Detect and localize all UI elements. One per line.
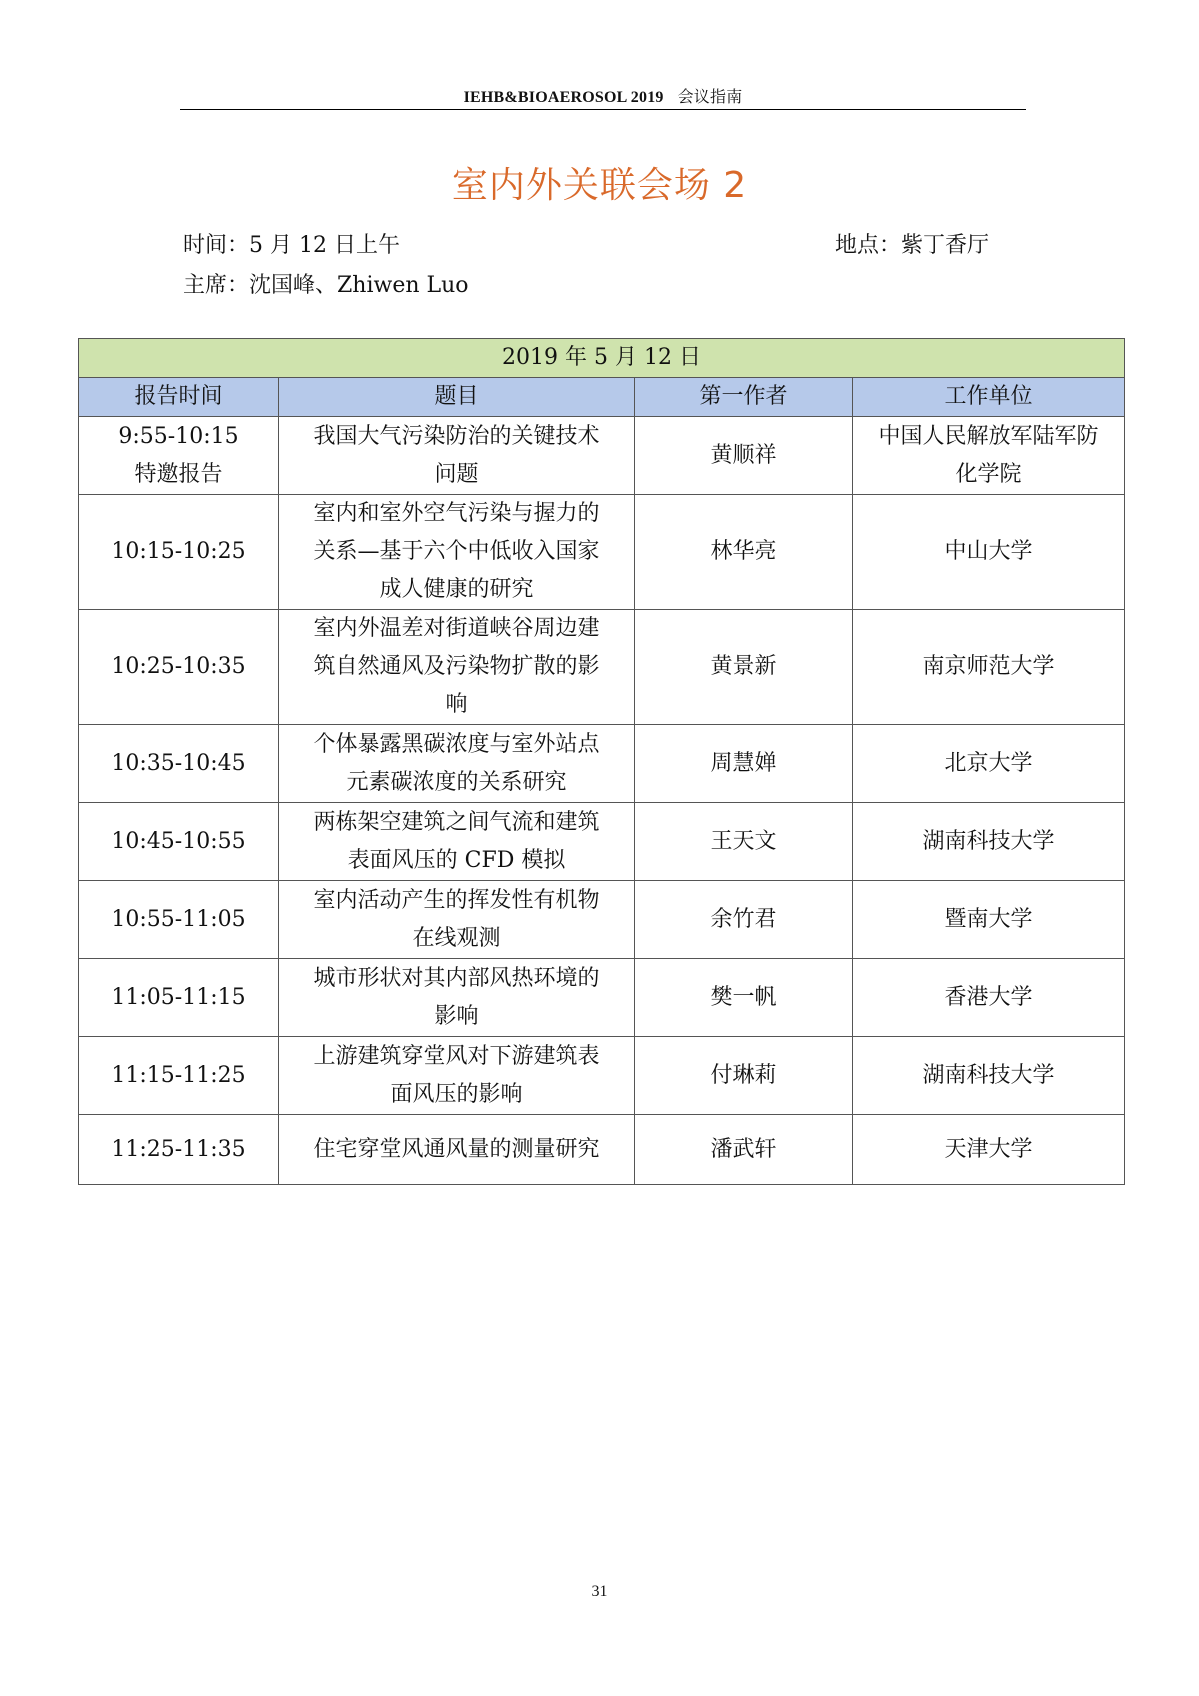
- author-cell: 黄景新: [635, 610, 853, 725]
- title-line: 室内活动产生的挥发性有机物: [313, 887, 600, 913]
- table-row: [79, 495, 1125, 610]
- title-line: 表面风压的 CFD 模拟: [347, 847, 566, 873]
- title-line: 个体暴露黑碳浓度与室外站点: [313, 731, 600, 757]
- title-cell: [279, 417, 635, 495]
- title-line: 我国大气污染防治的关键技术: [313, 423, 600, 449]
- org-cell: 南京师范大学: [853, 610, 1125, 725]
- time-cell: 11:15-11:25: [79, 1037, 279, 1115]
- header-rule: [180, 109, 1026, 110]
- title-line: 上游建筑穿堂风对下游建筑表: [313, 1043, 600, 1069]
- title-cell: [279, 803, 635, 881]
- title-cell: [279, 495, 635, 610]
- time-line: 特邀报告: [134, 461, 223, 487]
- org-cell: [853, 417, 1125, 495]
- title-line: 室内和室外空气污染与握力的: [313, 501, 600, 526]
- time-cell: 10:25-10:35: [79, 610, 279, 725]
- guide-label: 会议指南: [677, 89, 743, 106]
- date-cell: 2019 年 5 月 12 日: [79, 339, 1125, 378]
- session-title: 室内外关联会场 2: [451, 165, 748, 206]
- table-row: [79, 610, 1125, 725]
- title-cell: [279, 725, 635, 803]
- time-cell: [79, 417, 279, 495]
- title-cell: [279, 881, 635, 959]
- title-line: 问题: [434, 461, 479, 487]
- author-cell: 樊一帆: [635, 959, 853, 1037]
- title-line: 元素碳浓度的关系研究: [346, 769, 567, 795]
- column-header-org: 工作单位: [853, 378, 1125, 417]
- org-cell: 湖南科技大学: [853, 803, 1125, 881]
- conference-name: IEHB&BIOAEROSOL 2019: [463, 89, 664, 106]
- author-cell: 王天文: [635, 803, 853, 881]
- table-row: [79, 725, 1125, 803]
- title-cell: [279, 1037, 635, 1115]
- table-row: [79, 1115, 1125, 1185]
- title-line: 关系—基于六个中低收入国家: [313, 539, 600, 564]
- org-cell: 北京大学: [853, 725, 1125, 803]
- column-header-time: 报告时间: [79, 378, 279, 417]
- page-number: 31: [591, 1583, 608, 1600]
- schedule-table: [78, 338, 1125, 1185]
- title-cell: [279, 610, 635, 725]
- table-row: [79, 881, 1125, 959]
- session-place: 地点：紫丁香厅: [835, 233, 990, 258]
- session-time: 时间：5 月 12 日上午: [183, 233, 400, 258]
- org-cell: 湖南科技大学: [853, 1037, 1125, 1115]
- time-cell: 10:55-11:05: [79, 881, 279, 959]
- author-cell: 余竹君: [635, 881, 853, 959]
- running-header: [180, 84, 1026, 107]
- title-line: 筑自然通风及污染物扩散的影: [313, 654, 600, 679]
- org-cell: 天津大学: [853, 1115, 1125, 1185]
- table-row: [79, 959, 1125, 1037]
- table-row: [79, 417, 1125, 495]
- column-header-title: 题目: [279, 378, 635, 417]
- title-line: 面风压的影响: [390, 1081, 523, 1107]
- table-row: [79, 1037, 1125, 1115]
- author-cell: 潘武轩: [635, 1115, 853, 1185]
- title-cell: 住宅穿堂风通风量的测量研究: [279, 1115, 635, 1185]
- title-cell: [279, 959, 635, 1037]
- author-cell: 付琳莉: [635, 1037, 853, 1115]
- org-cell: 香港大学: [853, 959, 1125, 1037]
- title-line: 成人健康的研究: [379, 577, 534, 602]
- org-line: 中国人民解放军陆军防: [878, 423, 1099, 449]
- title-line: 响: [445, 692, 468, 717]
- author-cell: 周慧婵: [635, 725, 853, 803]
- table-row: [79, 803, 1125, 881]
- time-line: 9:55-10:15: [118, 423, 239, 449]
- title-line: 在线观测: [412, 925, 501, 951]
- org-line: 化学院: [955, 461, 1022, 487]
- time-cell: 10:15-10:25: [79, 495, 279, 610]
- author-cell: 林华亮: [635, 495, 853, 610]
- session-chair: 主席：沈国峰、Zhiwen Luo: [183, 273, 469, 298]
- title-line: 室内外温差对街道峡谷周边建: [313, 616, 600, 641]
- time-cell: 11:05-11:15: [79, 959, 279, 1037]
- column-header-row: [79, 378, 1125, 417]
- time-cell: 11:25-11:35: [79, 1115, 279, 1185]
- time-cell: 10:45-10:55: [79, 803, 279, 881]
- title-line: 影响: [434, 1003, 479, 1029]
- title-line: 两栋架空建筑之间气流和建筑: [313, 809, 600, 835]
- time-cell: 10:35-10:45: [79, 725, 279, 803]
- author-cell: 黄顺祥: [635, 417, 853, 495]
- date-row: [79, 339, 1125, 378]
- org-cell: 暨南大学: [853, 881, 1125, 959]
- org-cell: 中山大学: [853, 495, 1125, 610]
- column-header-author: 第一作者: [635, 378, 853, 417]
- title-line: 城市形状对其内部风热环境的: [313, 965, 600, 991]
